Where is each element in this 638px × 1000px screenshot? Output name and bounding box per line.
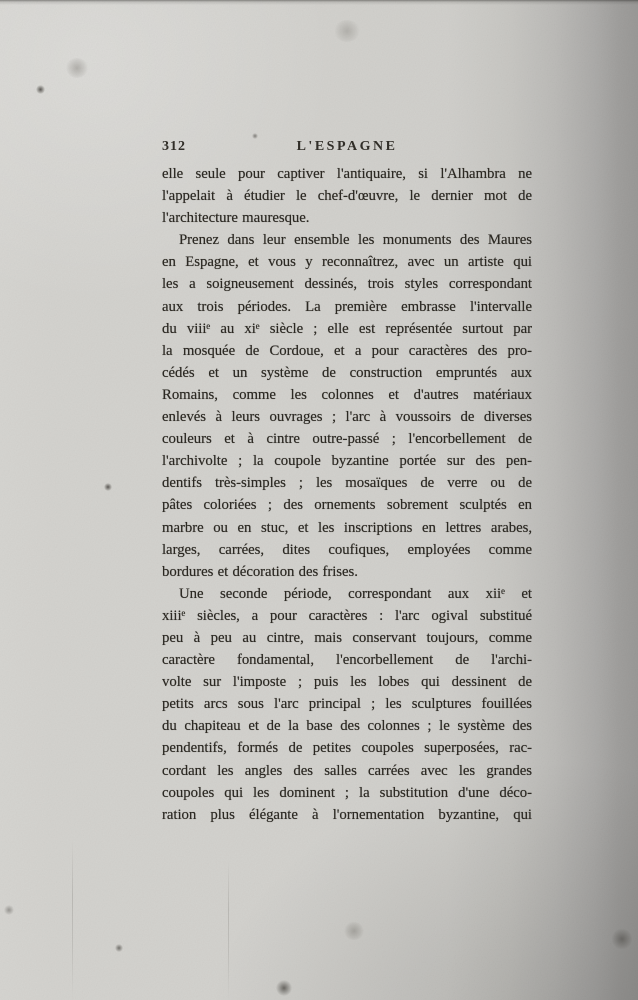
text-line: coupoles qui les dominent ; la substitution d'une déco- — [162, 784, 532, 801]
text-line: l'archivolte ; la coupole byzantine portée sur des pen- — [162, 453, 532, 470]
text-block — [162, 163, 532, 826]
text-line: en Espagne, et vous y reconnaîtrez, avec un artiste qui — [162, 254, 532, 271]
ink-speck — [115, 944, 123, 952]
ink-speck — [36, 85, 45, 94]
text-line: aux trois périodes. La première embrasse l'intervalle — [162, 298, 532, 315]
text-line: ration plus élégante à l'ornementation byzantine, qui — [162, 806, 532, 823]
ink-speck — [4, 905, 14, 915]
text-line: du viiiᵉ au xiᵉ siècle ; elle est représentée surtout par — [162, 320, 532, 337]
text-line: l'architecture mauresque. — [162, 210, 310, 227]
paragraph-2 — [162, 229, 532, 583]
text-line: caractère fondamental, l'encorbellement de l'archi- — [162, 652, 532, 669]
text-line: l'appelait à étudier le chef-d'œuvre, le dernier mot de — [162, 188, 532, 205]
text-line: Une seconde période, correspondant aux xiiᵉ et — [179, 585, 532, 602]
page-number: 312 — [162, 139, 186, 154]
text-line: du chapiteau et de la base des colonnes ; le système des — [162, 718, 532, 735]
ink-speck — [276, 980, 292, 996]
text-line: Romains, comme les colonnes et d'autres matériaux — [162, 386, 532, 403]
text-line: pâtes coloriées ; des ornements sobrement sculptés en — [162, 497, 532, 514]
text-line: petits arcs sous l'arc principal ; les sculptures fouillées — [162, 696, 532, 713]
text-line: xiiiᵉ siècles, a pour caractères : l'arc ogival substitué — [162, 607, 532, 624]
ink-speck — [612, 928, 632, 950]
page-header — [162, 139, 532, 159]
text-line: cédés et un système de construction empruntés aux — [162, 364, 532, 381]
paper-stain — [344, 922, 364, 940]
text-line: dentifs très-simples ; les mosaïques de verre ou de — [162, 475, 532, 492]
text-line: volte sur l'imposte ; puis les lobes qui dessinent de — [162, 674, 532, 691]
paper-stain — [66, 58, 88, 78]
text-line: les a soigneusement dessinés, trois styles correspondant — [162, 276, 532, 293]
running-title: L'ESPAGNE — [296, 139, 398, 154]
ink-speck — [104, 483, 112, 491]
scan-scratch — [228, 860, 229, 1000]
text-line: elle seule pour captiver l'antiquaire, si l'Alhambra ne — [162, 166, 532, 182]
paper-stain — [334, 20, 360, 42]
scan-scratch — [72, 840, 73, 1000]
text-line: marbre ou en stuc, et les inscriptions en lettres arabes, — [162, 519, 532, 536]
text-line: cordant les angles des salles carrées avec les grandes — [162, 762, 532, 779]
text-line: enlevés à leurs ouvrages ; l'arc à voussoirs de diverses — [162, 409, 532, 426]
text-line: bordures et décoration des frises. — [162, 563, 358, 580]
text-line: pendentifs, formés de petites coupoles superposées, rac- — [162, 740, 532, 757]
text-line: la mosquée de Cordoue, et a pour caractères des pro- — [162, 342, 532, 359]
text-line: larges, carrées, dites coufiques, employées comme — [162, 541, 532, 558]
paragraph-3 — [162, 583, 532, 826]
text-line: couleurs et à cintre outre-passé ; l'encorbellement de — [162, 431, 532, 448]
text-line: peu à peu au cintre, mais conservant toujours, comme — [162, 629, 532, 646]
text-line: Prenez dans leur ensemble les monuments des Maures — [179, 232, 532, 249]
paragraph-1 — [162, 163, 532, 229]
